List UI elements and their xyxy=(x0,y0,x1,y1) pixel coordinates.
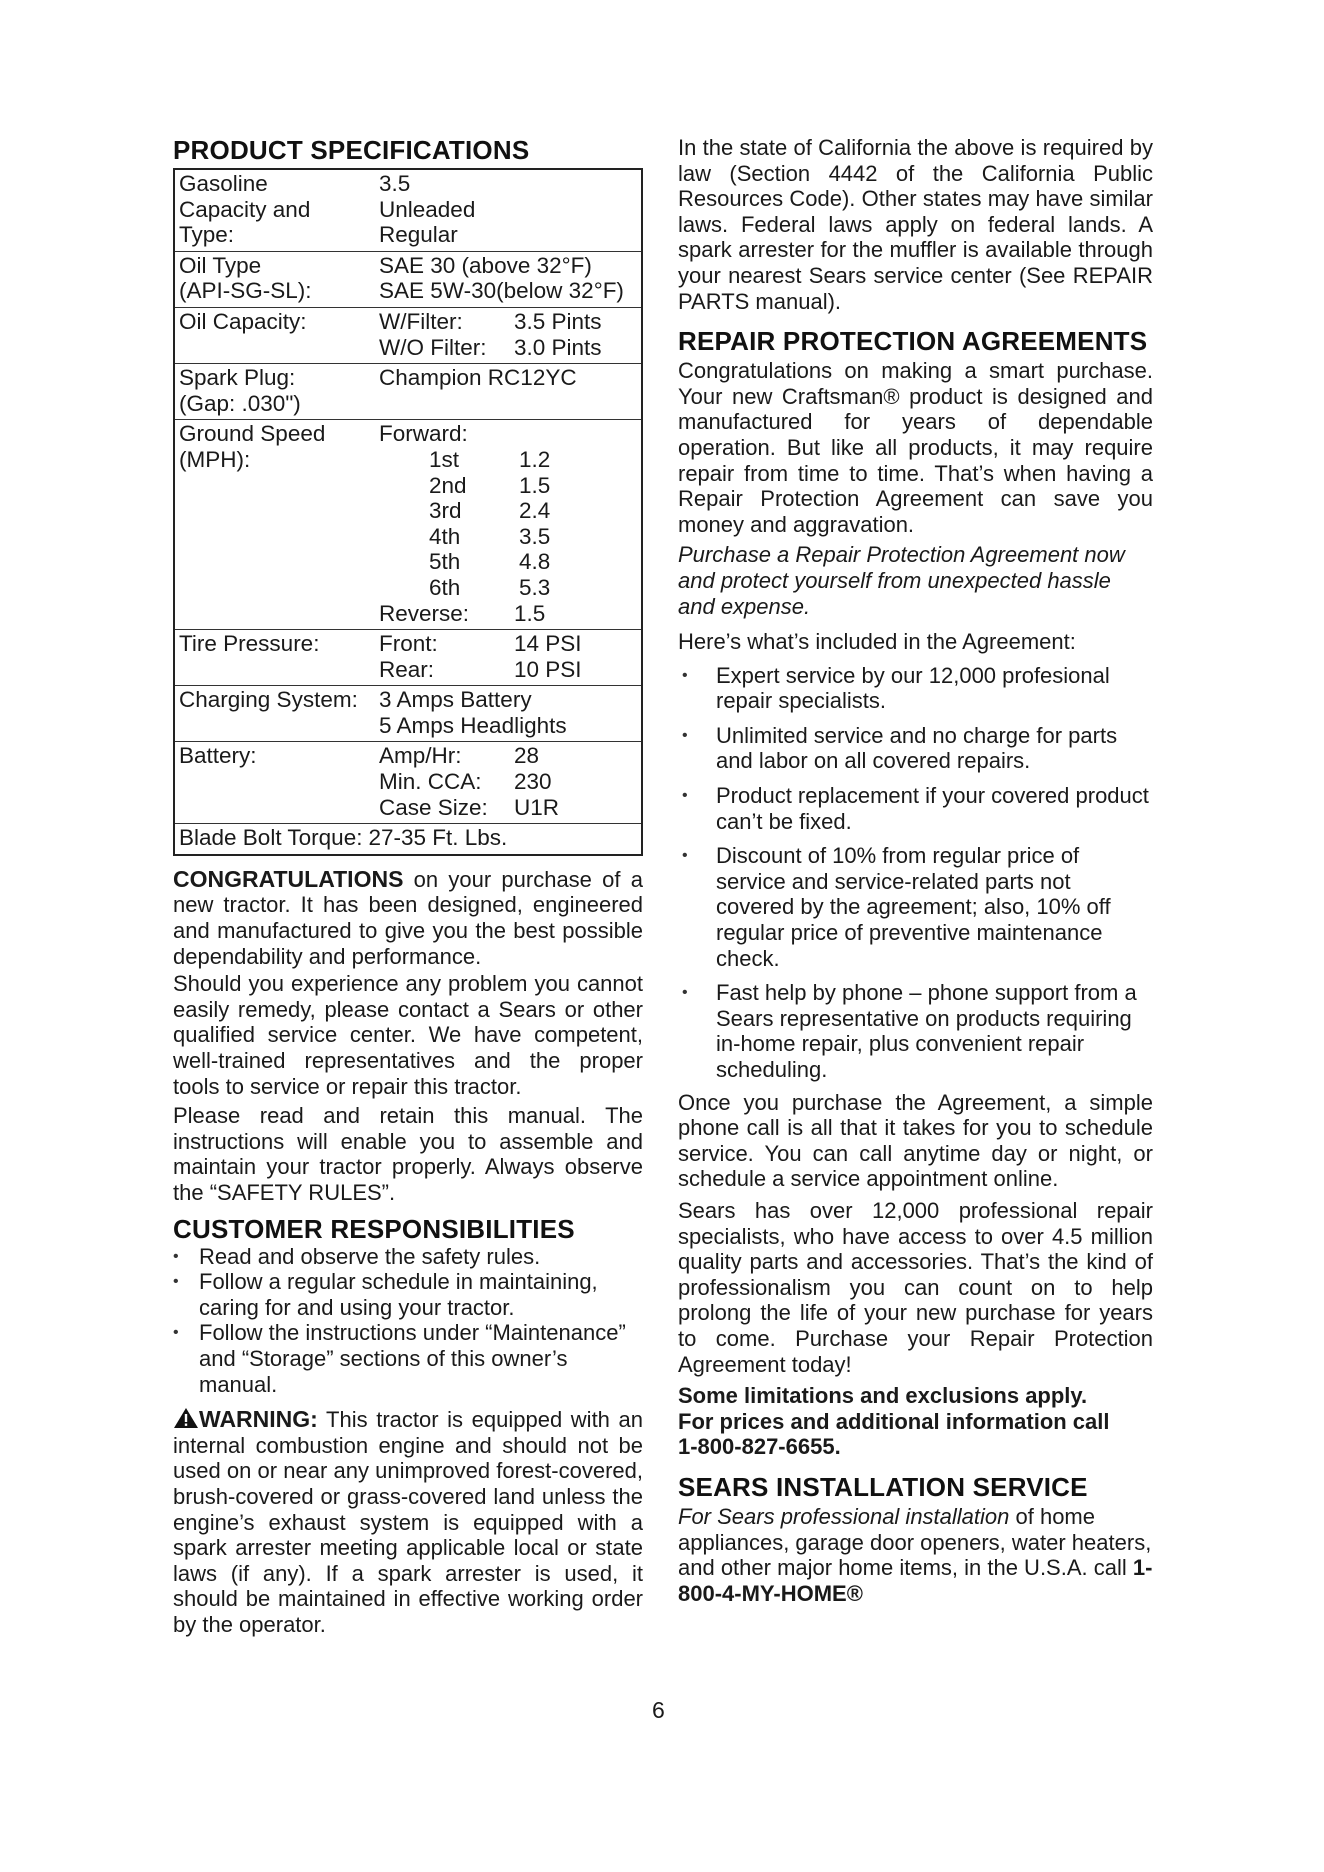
gear-name: 3rd xyxy=(429,498,462,524)
spec-value xyxy=(375,630,642,686)
spec-table xyxy=(173,168,643,856)
congratulations-paragraph xyxy=(173,867,643,969)
spec-label: Charging System: xyxy=(174,686,375,742)
installation-text: of home appliances, garage door openers, water heaters, and other major home items, in the U.S.A. call xyxy=(678,1503,1152,1581)
spec-pair-value: 3.5 Pints xyxy=(514,308,602,334)
right-column xyxy=(678,135,1153,1606)
warning-paragraph xyxy=(173,1407,643,1637)
spec-row xyxy=(174,251,642,307)
installation-phone: 1-800-4-MY-HOME® xyxy=(678,1555,1153,1606)
list-item: • Discount of 10% from regular price of service and service-related parts not covered by the agreement; also, 10% off regular price of preventive maintenance check. xyxy=(678,843,1153,971)
list-item: • Product replacement if your covered product can’t be fixed. xyxy=(678,783,1153,834)
spec-label: Battery: xyxy=(174,742,375,824)
spec-value: 27-35 Ft. Lbs. xyxy=(368,825,508,851)
repair-protection-italic: Purchase a Repair Protection Agreement now and protect yourself from unexpected hassle and expense. xyxy=(678,542,1125,619)
california-paragraph: In the state of California the above is required by law (Section 4442 of the California Public Resources Code). Other states may have similar laws. Federal laws apply on federal lands. A spark arrester for the muffler is available through your nearest Sears service center (See REPAIR PARTS manual). xyxy=(678,135,1153,314)
prices-info: For prices and additional information call xyxy=(678,1408,1110,1434)
spec-pair-value: 28 xyxy=(514,743,540,769)
reverse-label: Reverse: xyxy=(379,600,470,626)
spec-pair-key: Rear: xyxy=(379,656,435,682)
spec-pair-key: Front: xyxy=(379,631,438,657)
list-item: • Unlimited service and no charge for parts and labor on all covered repairs. xyxy=(678,723,1153,774)
installation-paragraph xyxy=(678,1504,1153,1606)
spec-value: Champion RC12YC xyxy=(375,364,642,420)
warning-label: WARNING: xyxy=(199,1406,318,1433)
list-item: • Fast help by phone – phone support from a Sears representative on products requiring in-home repair, plus convenient repair scheduling. xyxy=(678,980,1153,1082)
congratulations-paragraph-3: Please read and retain this manual. The instructions will enable you to assemble and maintain your tractor properly. Always observe the “SAFETY RULES”. xyxy=(173,1103,643,1205)
gear-speed: 2.4 xyxy=(519,498,551,524)
gear-speed: 1.2 xyxy=(519,446,551,472)
limitations-note: Some limitations and exclusions apply. xyxy=(678,1383,1088,1409)
blade-bolt-torque xyxy=(174,824,642,855)
spec-row xyxy=(174,307,642,363)
warning-triangle-icon xyxy=(173,1407,199,1429)
gear-speed: 3.5 xyxy=(519,523,551,549)
spec-pair-key: Amp/Hr: xyxy=(379,743,462,769)
installation-heading: SEARS INSTALLATION SERVICE xyxy=(678,1471,1088,1502)
spec-label: Ground Speed (MPH): xyxy=(174,420,375,630)
installation-italic: For Sears professional installation xyxy=(678,1503,1010,1529)
repair-protection-paragraph-4: Once you purchase the Agreement, a simple phone call is all that it takes for you to schedule service. You can call anytime day or night, or schedule a service appointment online. xyxy=(678,1089,1153,1192)
spec-row xyxy=(174,420,642,630)
spec-value: 3.5 Unleaded Regular xyxy=(375,169,642,251)
spec-pair-value: 10 PSI xyxy=(514,656,582,682)
list-item: • Read and observe the safety rules. xyxy=(173,1244,643,1270)
spec-value xyxy=(375,742,642,824)
spec-label: Tire Pressure: xyxy=(174,630,375,686)
list-item: • Expert service by our 12,000 profesional repair specialists. xyxy=(678,663,1153,714)
congratulations-lead: CONGRATULATIONS xyxy=(173,865,404,892)
spec-pair-key: W/Filter: xyxy=(379,308,463,334)
spec-pairs xyxy=(379,743,637,820)
reverse-value: 1.5 xyxy=(514,600,546,626)
spec-label: Spark Plug: (Gap: .030") xyxy=(174,364,375,420)
spec-pairs xyxy=(379,309,637,360)
spec-pair-value: 14 PSI xyxy=(514,631,582,657)
product-specifications-heading: PRODUCT SPECIFICATIONS xyxy=(173,135,530,165)
spec-label: Oil Capacity: xyxy=(174,307,375,363)
gear-name: 4th xyxy=(429,523,461,549)
spec-pair-key: Min. CCA: xyxy=(379,769,482,795)
page-number: 6 xyxy=(652,1697,665,1723)
spec-row xyxy=(174,742,642,824)
gear-name: 2nd xyxy=(429,472,467,498)
gear-speed: 1.5 xyxy=(519,472,551,498)
repair-protection-paragraph-1: Congratulations on making a smart purchase. Your new Craftsman® product is designed and manufactured for years of dependable operation. But like all products, it may require repair from time to time. That’s when having a Repair Protection Agreement can save you money and aggravation. xyxy=(678,358,1153,537)
gear-name: 6th xyxy=(429,574,461,600)
gear-speed: 4.8 xyxy=(519,549,551,575)
spec-row xyxy=(174,364,642,420)
spec-pairs xyxy=(379,631,637,682)
repair-protection-paragraph-5: Sears has over 12,000 professional repair specialists, who have access to over 4.5 million quality parts and accessories. That’s the kind of professionalism you can count on to help prolong the life of your new purchase for years to come. Purchase your Repair Protection Agreement today! xyxy=(678,1197,1153,1377)
spec-pair-value: 230 xyxy=(514,769,552,795)
spec-value: 3 Amps Battery 5 Amps Headlights xyxy=(375,686,642,742)
gear-speeds xyxy=(379,447,637,601)
repair-phone-number: 1-800-827-6655. xyxy=(678,1434,841,1460)
spec-label: Blade Bolt Torque: xyxy=(179,825,363,851)
spec-pair-value: 3.0 Pints xyxy=(514,334,602,360)
spec-value xyxy=(375,307,642,363)
congratulations-paragraph-2: Should you experience any problem you cannot easily remedy, please contact a Sears or other qualified service center. We have competent, well-trained representatives and the proper tools to service or repair this tractor. xyxy=(173,971,643,1099)
responsibilities-list xyxy=(173,1244,643,1398)
list-item: • Follow the instructions under “Maintenance” and “Storage” sections of this owner’s manual. xyxy=(173,1320,643,1397)
gear-speed: 5.3 xyxy=(519,574,551,600)
list-item: • Follow a regular schedule in maintaining, caring for and using your tractor. xyxy=(173,1269,643,1320)
congratulations-text: on your purchase of a new tractor. It has been designed, engineered and manufactured to give you the best possible dependability and performance. xyxy=(173,866,643,969)
spec-value xyxy=(375,420,642,630)
left-column xyxy=(173,135,643,1637)
gear-name: 1st xyxy=(429,446,460,472)
included-intro: Here’s what’s included in the Agreement: xyxy=(678,629,1076,655)
warning-text: This tractor is equipped with an internal combustion engine and should not be used on or near any unimproved forest-covered, brush-covered or grass-covered land unless the engine’s exhaust system is equipped with a spark arrester meeting applicable local or state laws (if any). If a spark arrester is used, it should be maintained in effective working order by the operator. xyxy=(173,1407,643,1637)
repair-protection-heading: REPAIR PROTECTION AGREEMENTS xyxy=(678,326,1148,357)
spec-row xyxy=(174,686,642,742)
spec-pair-key: W/O Filter: xyxy=(379,334,487,360)
spec-value: SAE 30 (above 32°F) SAE 5W-30(below 32°F) xyxy=(375,251,642,307)
spec-pair-key: Case Size: xyxy=(379,794,488,820)
agreement-benefits-list xyxy=(678,663,1153,1083)
gear-name: 5th xyxy=(429,549,461,575)
reverse-speed xyxy=(379,601,637,627)
spec-row xyxy=(174,630,642,686)
forward-label: Forward: xyxy=(379,421,468,447)
spec-label: Oil Type (API-SG-SL): xyxy=(174,251,375,307)
spec-label: Gasoline Capacity and Type: xyxy=(174,169,375,251)
customer-responsibilities-heading: CUSTOMER RESPONSIBILITIES xyxy=(173,1213,575,1244)
spec-row xyxy=(174,169,642,251)
spec-row xyxy=(174,824,642,855)
spec-pair-value: U1R xyxy=(514,794,560,820)
